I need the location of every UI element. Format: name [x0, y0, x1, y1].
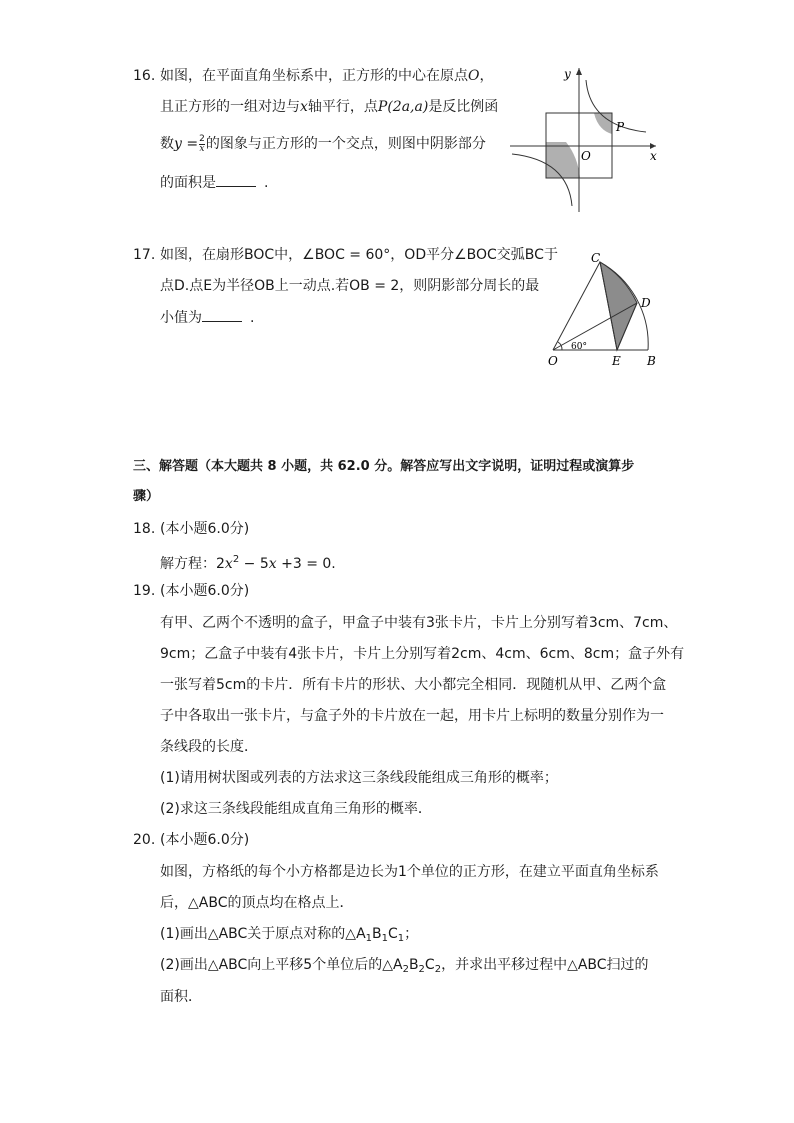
q17-figure [540, 240, 680, 375]
section-3-heading: 三、解答题（本大题共 8 小题，共 62.0 分。解答应写出文字说明，证明过程或演算步 [133, 459, 635, 474]
q16-line-2 [160, 97, 498, 117]
q19-line-3: 一张写着5cm的卡片．所有卡片的形状、大小都完全相同．现随机从甲、乙两个盒 [160, 677, 667, 693]
q20-p1-sub-3: 1 [397, 933, 405, 944]
q20-p2b: B [408, 957, 419, 973]
q17-period: . [250, 310, 255, 326]
q16-shaded-bottom-left [546, 142, 580, 178]
q16-p-label: P [616, 120, 625, 134]
q19-line-1: 有甲、乙两个不透明的盒子，甲盒子中装有3张卡片，卡片上分别写着3cm、7cm、 [160, 615, 678, 631]
q20-line-3: 面积． [160, 989, 202, 1005]
q16-text-2c: 轴平行，点 [307, 99, 378, 115]
q20-line-1: 如图，方格纸的每个小方格都是边长为1个单位的正方形，在建立平面直角坐标系 [160, 864, 659, 880]
q16-line-1 [160, 66, 493, 86]
q19-line-4: 子中各取出一张卡片，与盒子外的卡片放在一起，用卡片上标明的数量分别作为一 [160, 708, 664, 724]
q16-x-var: x [300, 99, 308, 115]
q17-d-label: D [641, 296, 651, 310]
q20-part-1 [160, 924, 418, 949]
q18-eq-e: +3 = 0. [276, 556, 336, 572]
q18-score: (本小题6.0分) [160, 521, 250, 537]
q20-number: 20. [133, 832, 156, 848]
q16-text-4: 的面积是 [160, 175, 216, 191]
q17-line-1: 如图，在扇形BOC中，∠BOC = 60°，OD平分∠BOC交弧BC于 [160, 247, 558, 263]
q16-origin: O [468, 68, 480, 84]
q17-line-3 [160, 307, 254, 328]
q18-eq-x: x [224, 556, 233, 572]
q17-number: 17. [133, 247, 156, 263]
section-3-heading-cont: 骤） [133, 489, 160, 504]
q16-text-2e: 是反比例函 [428, 99, 499, 115]
q20-p1a: (1)画出△ABC关于原点对称的△A [160, 926, 366, 942]
q16-function: y = [174, 136, 199, 152]
q16-period: . [264, 175, 269, 191]
q18-eq-x2: x [268, 556, 277, 572]
q20-p2d: ，并求出平移过程中△ABC扫过的 [441, 957, 649, 973]
q16-answer-blank[interactable] [216, 172, 256, 187]
q16-figure [506, 60, 666, 220]
q16-number: 16. [133, 68, 156, 84]
q16-fraction [199, 135, 205, 154]
q17-e-label: E [612, 354, 621, 368]
q18-eq-a: 解方程：2 [160, 556, 225, 572]
q17-line-2: 点D.点E为半径OB上一动点.若OB = 2，则阴影部分周长的最 [160, 278, 540, 294]
q16-text-3a: 数 [160, 136, 174, 152]
q16-text-2a: 且正方形的一组对边与 [160, 99, 300, 115]
q20-p2-sub-1: 2 [402, 964, 409, 975]
q16-frac-num: 2 [199, 133, 205, 144]
q20-score: (本小题6.0分) [160, 832, 250, 848]
q19-line-2: 9cm；乙盒子中装有4张卡片，卡片上分别写着2cm、4cm、6cm、8cm；盒子外有 [160, 646, 685, 662]
q20-p1b: B [372, 926, 382, 942]
q16-o-label: O [581, 149, 591, 163]
q16-text-3c: 的图象与正方形的一个交点，则图中阴影部分 [205, 136, 486, 152]
q19-score: (本小题6.0分) [160, 583, 250, 599]
q16-y-label: y [564, 67, 571, 81]
q20-p2a: (2)画出△ABC向上平移5个单位后的△A [160, 957, 403, 973]
q18-eq-c: − 5 [239, 556, 269, 572]
q20-part-2 [160, 955, 649, 980]
q16-point-p: P(2a,a) [377, 99, 429, 115]
q20-p1-sub-2: 1 [381, 933, 389, 944]
q16-line-4 [160, 172, 268, 193]
q17-angle-label: 60° [571, 342, 587, 352]
q20-p2-sub-2: 2 [418, 964, 425, 975]
q20-line-2: 后，△ABC的顶点均在格点上． [160, 895, 354, 911]
q18-equation [160, 550, 336, 574]
q19-part-1: (1)请用树状图或列表的方法求这三条线段能组成三角形的概率； [160, 770, 558, 786]
q19-number: 19. [133, 583, 156, 599]
q17-o-label: O [548, 354, 558, 368]
q16-line-3 [160, 134, 486, 154]
q16-text-1: 如图，在平面直角坐标系中，正方形的中心在原点 [160, 68, 468, 84]
q16-x-label: x [650, 149, 657, 163]
q20-p2-sub-3: 2 [434, 964, 442, 975]
q20-p2c: C [424, 957, 435, 973]
q19-line-5: 条线段的长度． [160, 739, 258, 755]
q17-answer-blank[interactable] [202, 307, 242, 322]
q18-eq-sup: 2 [232, 554, 240, 565]
q19-part-2: (2)求这三条线段能组成直角三角形的概率． [160, 801, 432, 817]
q17-b-label: B [647, 354, 656, 368]
q17-c-label: C [591, 251, 601, 265]
q20-p1-sub-1: 1 [365, 933, 373, 944]
q20-p1c: C [388, 926, 398, 942]
q16-frac-den: x [199, 143, 205, 154]
q16-comma: ， [479, 68, 494, 84]
q17-text-3: 小值为 [160, 310, 202, 326]
q20-p1d: ； [404, 926, 419, 942]
q18-number: 18. [133, 521, 156, 537]
